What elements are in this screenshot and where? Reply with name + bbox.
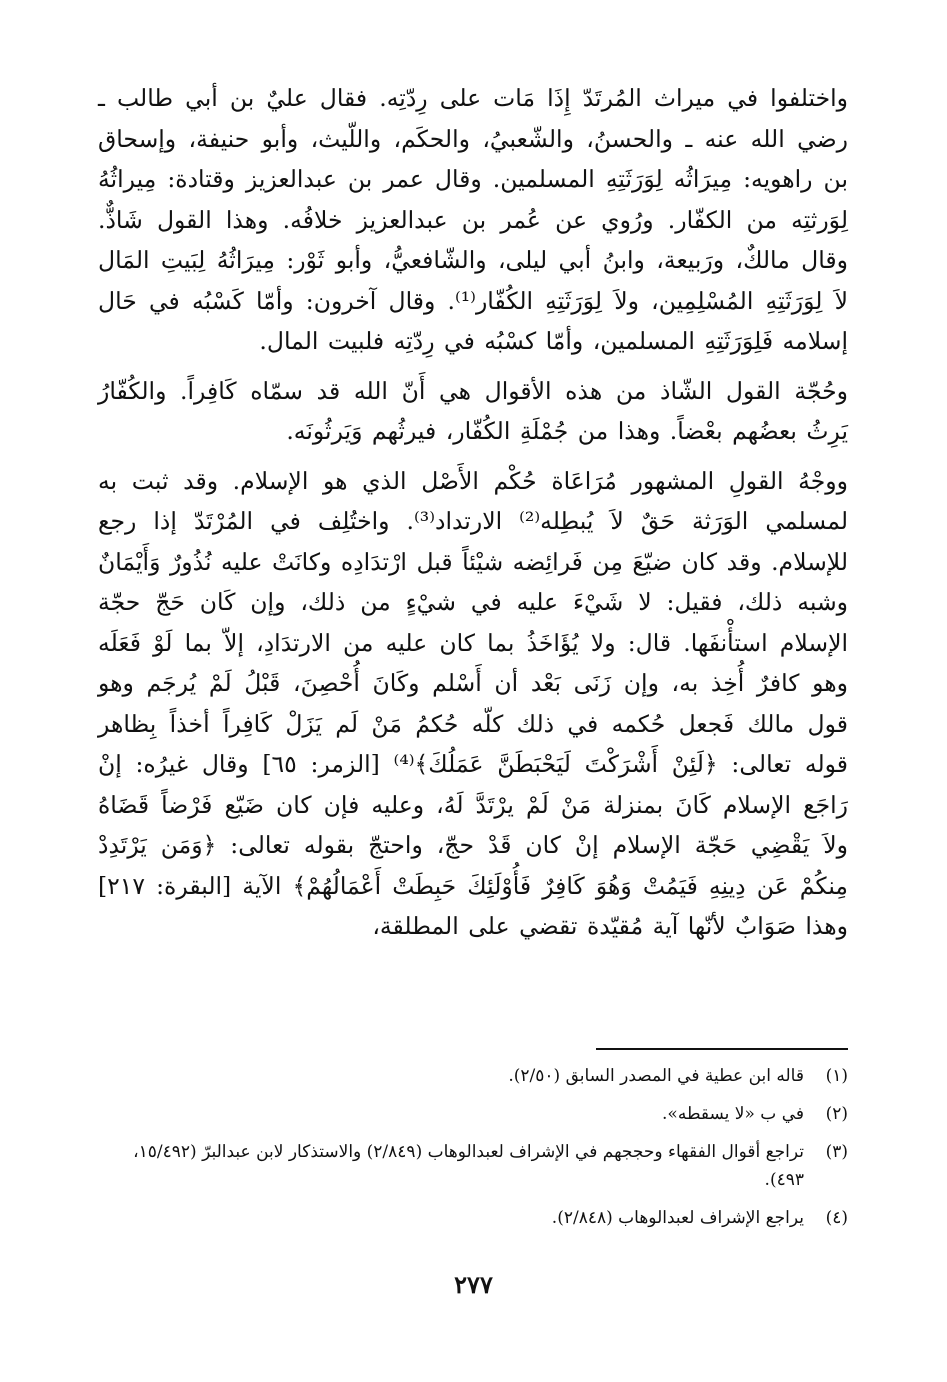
footnote-number: (١) [825, 1066, 848, 1086]
footnotes [98, 1062, 848, 1242]
footnote-number: (٢) [825, 1104, 848, 1124]
paragraph-argument-rare-opinion: وحُجّة القول الشّاذ من هذه الأقوال هي أَنّ الله قد سمّاه كَافِراً. والكُفّارُ يَرِثُ بعضُهم بعْضاً. وهذا من جُمْلَةِ الكُفّار، فيرثُهم وَيَرثُونَه. [98, 376, 848, 445]
footnote-3 [98, 1138, 848, 1194]
footnote-divider [596, 1048, 848, 1050]
footnote-text: في ب «لا يسقطه». [662, 1104, 804, 1124]
page-number: ٢٧٧ [454, 1270, 493, 1299]
paragraph-inheritance-of-apostate: واختلفوا في ميراث المُرتَدّ إِذَا مَات على رِدّتِه. فقال عليٌ بن أبي طالب ـ رضي الله عنه ـ والحسنُ، والشّعبيُ، والحكَم، واللّيث، وأبو حنيفة، وإسحاق بن راهويه: مِيرَاثُه لِوَرَثَتِهِ المسلمين. وقال عمر بن عبدالعزيز وقتادة: مِيراثُهُ لِوَرثتِه من الكفّار. ورُوي عن عُمر بن عبدالعزيز خلافُه. وهذا القول شَاذٌّ. وقال مالكٌ، ورَبيعة، وابنُ أبي ليلى، والشّافعيُّ، وأبو ثَوْر: مِيرَاثُهُ لِبَيتِ المَال لاَ لِوَرَثَتِهِ المُسْلِمِين، ولاَ لِوَرَثَتِهِ الكُفّار⁽¹⁾. وقال آخرون: وأمّا كَسْبُه في حَال إسلامه فَلِوَرَثَتِهِ المسلمين، وأمّا كسْبُه في رِدّتِه فلبيت المال. [98, 84, 848, 355]
footnote-text: تراجع أقوال الفقهاء وحججهم في الإشراف لعبدالوهاب (٢/٨٤٩) والاستذكار لابن عبدالبرّ (١٥/٤٩٢، ٤٩٣). [133, 1142, 804, 1190]
main-text [98, 78, 848, 947]
footnote-4 [98, 1204, 848, 1232]
paragraph-argument-famous-opinion: ووجْهُ القولِ المشهور مُرَاعَاة حُكْم الأَصْل الذي هو الإسلام. وقد ثبت به لمسلمي الوَرَثة حَقٌ لاَ يُبطِله⁽²⁾ الارتداد⁽³⁾. واختُلِف في المُرْتَدّ إذا رجع للإسلام. وقد كان ضيّعَ مِن فَرائِضه شيْئاً قبل ارْتدَادِه وكانَتْ عليه نُذُورٌ وَأَيْمَانٌ وشبه ذلك، فقيل: لا شَيْءَ عليه في شيْءٍ من ذلك، وإن كَان حَجّ حجّة الإسلام استأْنفَها. قال: ولا يُؤَاخَذُ بما كان عليه من الارتدَادِ، إلاّ بما لَوْ فَعَلَه وهو كافرٌ أُخِذ به، وإن زَنَى بَعْد أن أَسْلم وكَانَ أُحْصِنَ، قَبْلُ لَمْ يُرجَم وهو قول مالك فَجعل حُكمه في ذلك كلّه حُكمُ مَنْ لَم يَزَلْ كَافِراً أخذاً بِظاهر قوله تعالى: ﴿لَئِنْ أَشْرَكْتَ لَيَحْبَطَنَّ عَمَلُكَ﴾⁽⁴⁾ [الزمر: ٦٥] وقال غيرُه: إنْ رَاجَع الإسلام كَانَ بمنزلة مَنْ لَمْ يرْتَدَّ لَهُ، وعليه فإن كان ضَيّع فَرْضاً قَضَاهُ ولاَ يَقْضِي حَجّة الإسلام إنْ كان قَدْ حجّ، واحتجّ بقوله تعالى: ﴿وَمَن يَرْتَدِدْ مِنكُمْ عَن دِينِهِ فَيَمُتْ وَهُوَ كَافِرٌ فَأُوْلَئِكَ حَبِطَتْ أَعْمَالُهُمْ﴾ الآية [البقرة: ٢١٧] وهذا صَوَابٌ لأنّها آية مُقيّدة تقضي على المطلقة، [98, 466, 848, 940]
footnote-1 [98, 1062, 848, 1090]
footnote-2 [98, 1100, 848, 1128]
footnote-text: قاله ابن عطية في المصدر السابق (٢/٥٠). [508, 1066, 804, 1086]
footnote-text: يراجع الإشراف لعبدالوهاب (٢/٨٤٨). [551, 1208, 804, 1228]
footnote-number: (٤) [825, 1208, 848, 1228]
footnote-number: (٣) [825, 1142, 848, 1162]
